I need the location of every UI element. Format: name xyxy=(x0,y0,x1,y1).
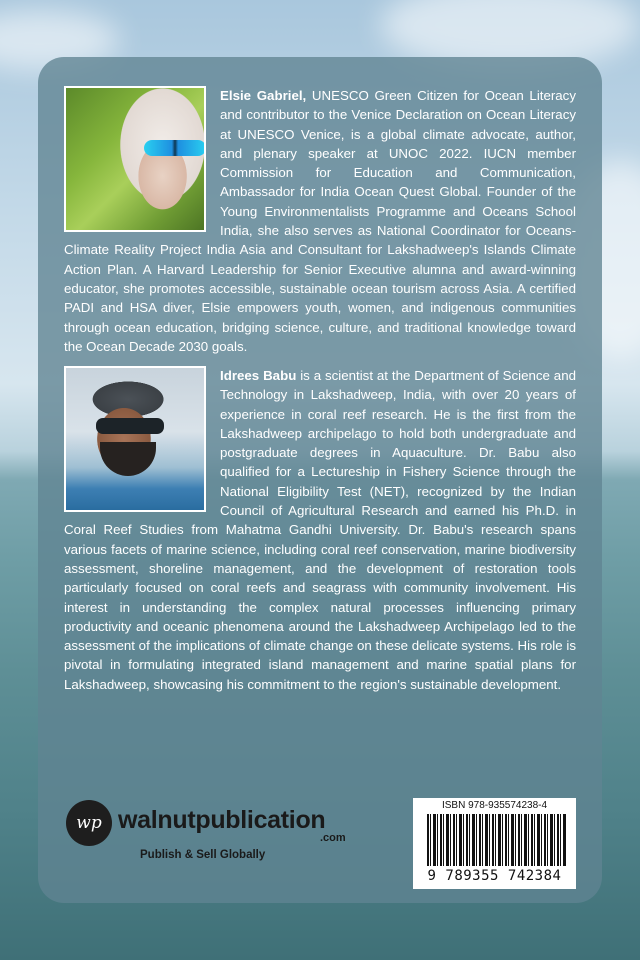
author-name: Idrees Babu xyxy=(220,368,297,383)
isbn-label: ISBN 978-935574238-4 xyxy=(441,800,548,811)
author-name: Elsie Gabriel, xyxy=(220,88,307,103)
author-photo-idrees-babu xyxy=(64,366,206,512)
publisher-tagline: Publish & Sell Globally xyxy=(140,849,266,861)
beard-detail xyxy=(100,442,156,476)
author-bio-idrees-babu xyxy=(64,366,576,694)
sunglasses-detail xyxy=(144,140,206,156)
barcode-bars xyxy=(427,814,567,866)
author-bio-elsie-gabriel xyxy=(64,86,576,356)
sunglasses-detail xyxy=(96,418,164,434)
barcode-digits: 9 789355 742384 xyxy=(427,868,562,884)
author-bio-text: UNESCO Green Citizen for Ocean Literacy and contributor to the Venice Declaration on Ocean Literacy at UNESCO Venice, is a global climate advocate, author, and plenary speaker at UNOC 2022. IUCN member Commission for Education and Communication, Ambassador for India Ocean Quest Global. Founder of the Young Environmentalists Programme and Oceans School India, she also serves as National Coordinator for Oceans-Climate Reality Project India Asia and Consultant for Lakshadweep's Islands Climate Action Plan. A Harvard Leadership for Senior Executive alumna and award-winning educator, she promotes accessible, sustainable ocean tourism across Asia. A certified PADI and HSA diver, Elsie empowers youth, women, and indigenous communities through ocean education, bridging science, culture, and traditional knowledge toward the Ocean Decade 2030 goals. xyxy=(64,88,576,354)
publisher-logo-icon: wp xyxy=(66,800,112,846)
author-photo-elsie-gabriel xyxy=(64,86,206,232)
publisher-name: walnutpublication xyxy=(118,806,326,834)
isbn-barcode xyxy=(413,798,576,889)
publisher-domain: .com xyxy=(320,832,346,844)
author-bio-text: is a scientist at the Department of Science and Technology in Lakshadweep, India, with over 20 years of experience in coral reef research. He is the first from the Lakshadweep archipelago to hold both undergraduate and postgraduate degrees in Aquaculture. Dr. Babu also qualified for a Lectureship in Fishery Science through the National Eligibility Test (NET), recognized by the Indian Council of Agricultural Research and earned his Ph.D. in Coral Reef Studies from Mahatma Gandhi University. Dr. Babu's research spans various facets of marine science, including coral reef conservation, marine biodiversity assessment, shoreline management, and the development of restoration tools particularly focused on coral reefs and seagrass with community involvement. His interest in understanding the complex natural processes influencing primary productivity and oceanic phenomena around the Lakshadweep Archipelago led to the assessment of the implications of climate change on these delicate systems. His role is pivotal in formulating integrated island management and marine spatial plans for Lakshadweep, showcasing his commitment to the region's sustainable development. xyxy=(64,368,576,692)
